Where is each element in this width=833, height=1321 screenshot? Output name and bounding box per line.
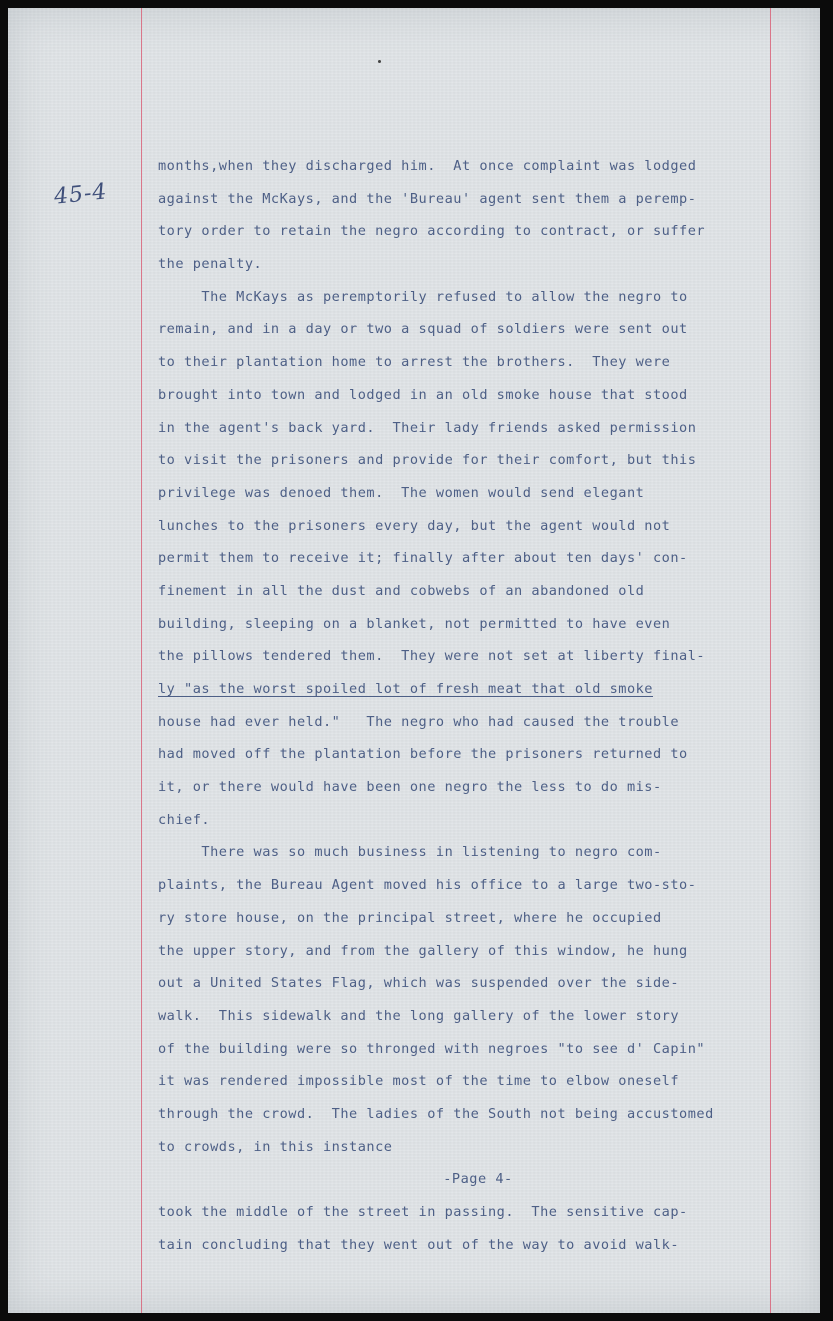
text-line: the penalty. [158,256,263,273]
typed-text-body [158,150,798,1261]
text-line: in the agent's back yard. Their lady friends asked permission [158,419,697,436]
text-line: privilege was denoed them. The women would send elegant [158,484,645,501]
text-line: There was so much business in listening to negro com- [158,844,662,861]
text-line: house had ever held." The negro who had caused the trouble [158,713,680,730]
text-line: the upper story, and from the gallery of this window, he hung [158,942,688,959]
text-line: ry store house, on the principal street, where he occupied [158,909,662,926]
text-line: it was rendered impossible most of the time to elbow oneself [158,1073,680,1090]
document-page [8,8,820,1313]
text-line: had moved off the plantation before the prisoners returned to [158,746,688,763]
text-line: through the crowd. The ladies of the South not being accustomed [158,1105,714,1122]
text-line: of the building were so thronged with negroes "to see d' Capin" [158,1040,706,1057]
underlined-quote-line: ly "as the worst spoiled lot of fresh meat that old smoke [158,681,653,697]
text-line: to their plantation home to arrest the brothers. They were [158,354,671,371]
text-line: plaints, the Bureau Agent moved his office to a large two-sto- [158,877,697,894]
paper-speck [378,60,381,63]
text-line: the pillows tendered them. They were not set at liberty final- [158,648,706,665]
text-line: permit them to receive it; finally after about ten days' con- [158,550,688,567]
text-line: to crowds, in this instance [158,1138,393,1155]
text-line: lunches to the prisoners every day, but the agent would not [158,517,671,534]
text-line: against the McKays, and the 'Bureau' agent sent them a peremp- [158,190,697,207]
text-line: walk. This sidewalk and the long gallery of the lower story [158,1007,680,1024]
text-line: The McKays as peremptorily refused to allow the negro to [158,288,688,305]
page-number-label: -Page 4- [443,1171,513,1188]
text-line: building, sleeping on a blanket, not permitted to have even [158,615,671,632]
text-line: to visit the prisoners and provide for their comfort, but this [158,452,697,469]
text-line: brought into town and lodged in an old smoke house that stood [158,386,688,403]
handwritten-folio-number: 45-4 [52,179,109,210]
text-line: tain concluding that they went out of the way to avoid walk- [158,1236,680,1253]
text-line: took the middle of the street in passing. The sensitive cap- [158,1204,688,1220]
text-line: chief. [158,811,211,828]
text-line: it, or there would have been one negro the less to do mis- [158,779,662,796]
text-line: out a United States Flag, which was suspended over the side- [158,975,680,992]
text-line: finement in all the dust and cobwebs of an abandoned old [158,582,645,599]
text-line: months,when they discharged him. At once complaint was lodged [158,158,697,174]
left-margin-rule [141,8,142,1313]
text-line: tory order to retain the negro according to contract, or suffer [158,223,706,240]
text-line: remain, and in a day or two a squad of soldiers were sent out [158,321,688,338]
